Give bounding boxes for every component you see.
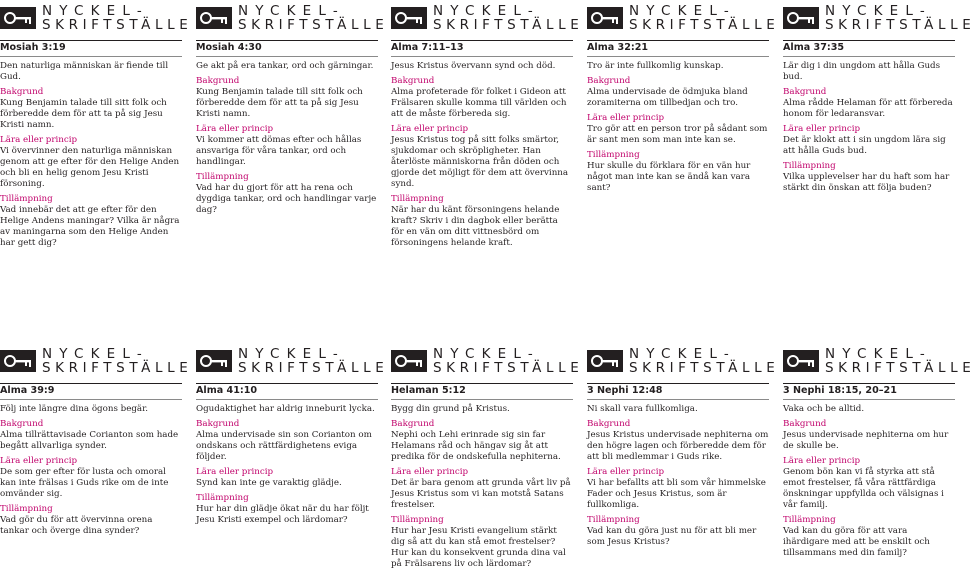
application-label: Tillämpning	[391, 194, 444, 204]
principle-label: Lära eller princip	[196, 124, 274, 134]
background-text: Alma undervisade sin son Corianton om ondskans och rättfärdighetens eviga följder.	[196, 430, 372, 462]
application-label: Tillämpning	[0, 504, 53, 514]
brand-title	[42, 346, 193, 376]
scripture-card	[0, 3, 193, 253]
key-icon	[196, 350, 232, 372]
brand-line-2: SKRIFTSTÄLLE	[433, 360, 584, 376]
application-label: Tillämpning	[783, 515, 836, 525]
principle-text: Synd kan inte ge varaktig glädje.	[196, 478, 342, 488]
brand-line-2: SKRIFTSTÄLLE	[629, 17, 780, 33]
card-theme: Jesus Kristus övervann synd och död.	[391, 61, 556, 71]
brand-title	[433, 346, 584, 376]
brand-title	[238, 3, 389, 33]
scripture-reference: Alma 32:21	[587, 40, 769, 57]
application-label: Tillämpning	[783, 161, 836, 171]
card-header	[783, 346, 975, 377]
scripture-card	[196, 3, 389, 220]
principle-text: Det är klokt att i sin ungdom lära sig att hålla Guds bud.	[783, 135, 946, 156]
principle-text: Vi har befallts att bli som vår himmelske Fader och Jesus Kristus, som är fullkomliga.	[587, 478, 766, 510]
scripture-reference: Alma 37:35	[783, 40, 955, 57]
scripture-reference: Helaman 5:12	[391, 383, 573, 400]
application-text: Vad gör du för att övervinna orena tankar och överge dina synder?	[0, 515, 153, 536]
background-label: Bakgrund	[587, 419, 631, 429]
key-icon	[783, 7, 819, 29]
scripture-reference: Mosiah 3:19	[0, 40, 182, 57]
card-theme: Ogudaktighet har aldrig inneburit lycka.	[196, 404, 375, 414]
card-header	[391, 346, 584, 377]
application-label: Tillämpning	[0, 194, 53, 204]
principle-text: Vi övervinner den naturliga människan genom att ge efter för den Helige Anden och bli en helig genom Jesu Kristi försoning.	[0, 146, 180, 189]
scripture-card	[783, 3, 975, 198]
brand-title	[629, 346, 780, 376]
principle-text: Jesus Kristus tog på sitt folks smärtor, sjukdomar och skröpligheter. Han återlöste människorna från döden och gjorde det möjligt för dem att övervinna synd.	[391, 135, 569, 189]
principle-label: Lära eller princip	[587, 113, 665, 123]
background-text: Jesus Kristus undervisade nephiterna om den högre lagen och förberedde dem för att bli medlemmar i Guds rike.	[587, 430, 769, 462]
application-label: Tillämpning	[587, 515, 640, 525]
background-text: Kung Benjamin talade till sitt folk och förberedde dem för att ta på sig Jesu Kristi namn.	[0, 98, 167, 130]
principle-label: Lära eller princip	[196, 467, 274, 477]
card-theme: Bygg din grund på Kristus.	[391, 404, 510, 414]
brand-title	[42, 3, 193, 33]
background-text: Alma profeterade för folket i Gideon att Frälsaren skulle komma till världen och att de måste förbereda sig.	[391, 87, 567, 119]
brand-line-1: NYCKEL-	[238, 346, 345, 362]
background-label: Bakgrund	[391, 76, 435, 86]
key-icon	[391, 350, 427, 372]
scripture-reference: 3 Nephi 18:15, 20–21	[783, 383, 955, 400]
key-icon	[0, 350, 36, 372]
card-header	[196, 3, 389, 34]
scripture-reference: Alma 7:11–13	[391, 40, 573, 57]
principle-label: Lära eller princip	[783, 456, 861, 466]
card-theme: Lär dig i din ungdom att hålla Guds bud.	[783, 61, 941, 82]
principle-label: Lära eller princip	[587, 467, 665, 477]
scripture-card	[391, 3, 584, 253]
card-theme: Vaka och be alltid.	[783, 404, 865, 414]
scripture-card	[391, 346, 584, 574]
key-icon	[391, 7, 427, 29]
brand-line-2: SKRIFTSTÄLLE	[825, 17, 975, 33]
card-header	[587, 3, 780, 34]
background-label: Bakgrund	[391, 419, 435, 429]
background-text: Alma rådde Helaman för att förbereda honom för ledaransvar.	[783, 98, 953, 119]
brand-title	[433, 3, 584, 33]
principle-text: Vi kommer att dömas efter och hållas ansvariga för våra tankar, ord och handlingar.	[196, 135, 362, 167]
key-icon	[587, 7, 623, 29]
application-text: Vad kan du göra för att vara ihärdigare med att be enskilt och tillsammans med din familj?	[783, 526, 930, 558]
scripture-reference: Mosiah 4:30	[196, 40, 378, 57]
background-label: Bakgrund	[196, 76, 240, 86]
brand-line-2: SKRIFTSTÄLLE	[42, 17, 193, 33]
scripture-reference: Alma 41:10	[196, 383, 378, 400]
background-label: Bakgrund	[587, 76, 631, 86]
card-header	[391, 3, 584, 34]
card-theme: Den naturliga människan är fiende till Gud.	[0, 61, 169, 82]
application-label: Tillämpning	[196, 172, 249, 182]
principle-text: Det är bara genom att grunda vårt liv på Jesus Kristus som vi kan motstå Satans frestelser.	[391, 478, 571, 510]
scripture-card	[0, 346, 193, 541]
card-header	[0, 346, 193, 377]
scripture-reference: Alma 39:9	[0, 383, 182, 400]
application-text: Vad har du gjort för att ha rena och dygdiga tankar, ord och handlingar varje dag?	[196, 183, 377, 215]
key-icon	[0, 7, 36, 29]
key-icon	[196, 7, 232, 29]
background-text: Alma tillrättavisade Corianton som hade begått allvarliga synder.	[0, 430, 179, 451]
background-label: Bakgrund	[0, 419, 44, 429]
application-text: Hur skulle du förklara för en vän hur något man inte kan se ändå kan vara sant?	[587, 161, 751, 193]
principle-label: Lära eller princip	[391, 124, 469, 134]
brand-line-2: SKRIFTSTÄLLE	[825, 360, 975, 376]
brand-line-2: SKRIFTSTÄLLE	[629, 360, 780, 376]
card-theme: Tro är inte fullkomlig kunskap.	[587, 61, 724, 71]
brand-line-1: NYCKEL-	[629, 3, 736, 19]
application-text: Hur har din glädje ökat när du har följt Jesu Kristi exempel och lärdomar?	[196, 504, 369, 525]
key-icon	[587, 350, 623, 372]
principle-text: Genom bön kan vi få styrka att stå emot frestelser, få våra rättfärdiga önskningar uppfyllda och välsignas i vår familj.	[783, 467, 944, 510]
brand-line-1: NYCKEL-	[629, 346, 736, 362]
application-label: Tillämpning	[196, 493, 249, 503]
scripture-card	[587, 346, 780, 552]
background-text: Alma undervisade de ödmjuka bland zoramiterna om tillbedjan och tro.	[587, 87, 748, 108]
brand-line-1: NYCKEL-	[42, 346, 149, 362]
application-text: Vad kan du göra just nu för att bli mer som Jesus Kristus?	[587, 526, 757, 547]
card-header	[783, 3, 975, 34]
brand-title	[629, 3, 780, 33]
scripture-reference: 3 Nephi 12:48	[587, 383, 769, 400]
principle-text: Tro gör att en person tror på sådant som är sant men som man inte kan se.	[587, 124, 768, 145]
background-text: Jesus undervisade nephiterna om hur de skulle be.	[783, 430, 949, 451]
card-header	[587, 346, 780, 377]
key-icon	[783, 350, 819, 372]
brand-line-1: NYCKEL-	[42, 3, 149, 19]
brand-line-1: NYCKEL-	[433, 3, 540, 19]
application-label: Tillämpning	[391, 515, 444, 525]
background-text: Kung Benjamin talade till sitt folk och förberedde dem för att ta på sig Jesu Kristi namn.	[196, 87, 363, 119]
application-text: Hur har Jesu Kristi evangelium stärkt dig så att du kan stå emot frestelser? Hur kan du konsekvent grunda dina val på Frälsarens liv och lärdomar?	[391, 526, 566, 569]
brand-line-1: NYCKEL-	[825, 3, 932, 19]
brand-title	[825, 3, 975, 33]
application-label: Tillämpning	[587, 150, 640, 160]
background-label: Bakgrund	[0, 87, 44, 97]
brand-title	[238, 346, 389, 376]
application-text: När har du känt försoningens helande kraft? Skriv i din dagbok eller berätta för en vän om ditt vittnesbörd om försoningens helande kraft.	[391, 205, 560, 248]
application-text: Vad innebär det att ge efter för den Helige Andens maningar? Vilka är några av maningarna som den Helige Anden har gett dig?	[0, 205, 180, 248]
brand-line-1: NYCKEL-	[238, 3, 345, 19]
card-theme: Ge akt på era tankar, ord och gärningar.	[196, 61, 374, 71]
background-label: Bakgrund	[196, 419, 240, 429]
card-theme: Följ inte längre dina ögons begär.	[0, 404, 149, 414]
brand-line-2: SKRIFTSTÄLLE	[238, 360, 389, 376]
principle-label: Lära eller princip	[391, 467, 469, 477]
principle-label: Lära eller princip	[0, 456, 78, 466]
brand-line-2: SKRIFTSTÄLLE	[433, 17, 584, 33]
principle-label: Lära eller princip	[0, 135, 78, 145]
background-label: Bakgrund	[783, 419, 827, 429]
card-header	[196, 346, 389, 377]
brand-line-1: NYCKEL-	[433, 346, 540, 362]
background-text: Nephi och Lehi erinrade sig sin far Helamans råd och hängav sig åt att predika för de ondskefulla nephiterna.	[391, 430, 561, 462]
principle-label: Lära eller princip	[783, 124, 861, 134]
background-label: Bakgrund	[783, 87, 827, 97]
card-theme: Ni skall vara fullkomliga.	[587, 404, 698, 414]
scripture-card	[196, 346, 389, 530]
brand-line-2: SKRIFTSTÄLLE	[42, 360, 193, 376]
brand-line-2: SKRIFTSTÄLLE	[238, 17, 389, 33]
application-text: Vilka upplevelser har du haft som har stärkt din önskan att följa buden?	[783, 172, 950, 193]
brand-title	[825, 346, 975, 376]
scripture-card	[783, 346, 975, 563]
brand-line-1: NYCKEL-	[825, 346, 932, 362]
card-header	[0, 3, 193, 34]
principle-text: De som ger efter för lusta och omoral kan inte frälsas i Guds rike om de inte omvänder sig.	[0, 467, 169, 499]
scripture-card	[587, 3, 780, 198]
